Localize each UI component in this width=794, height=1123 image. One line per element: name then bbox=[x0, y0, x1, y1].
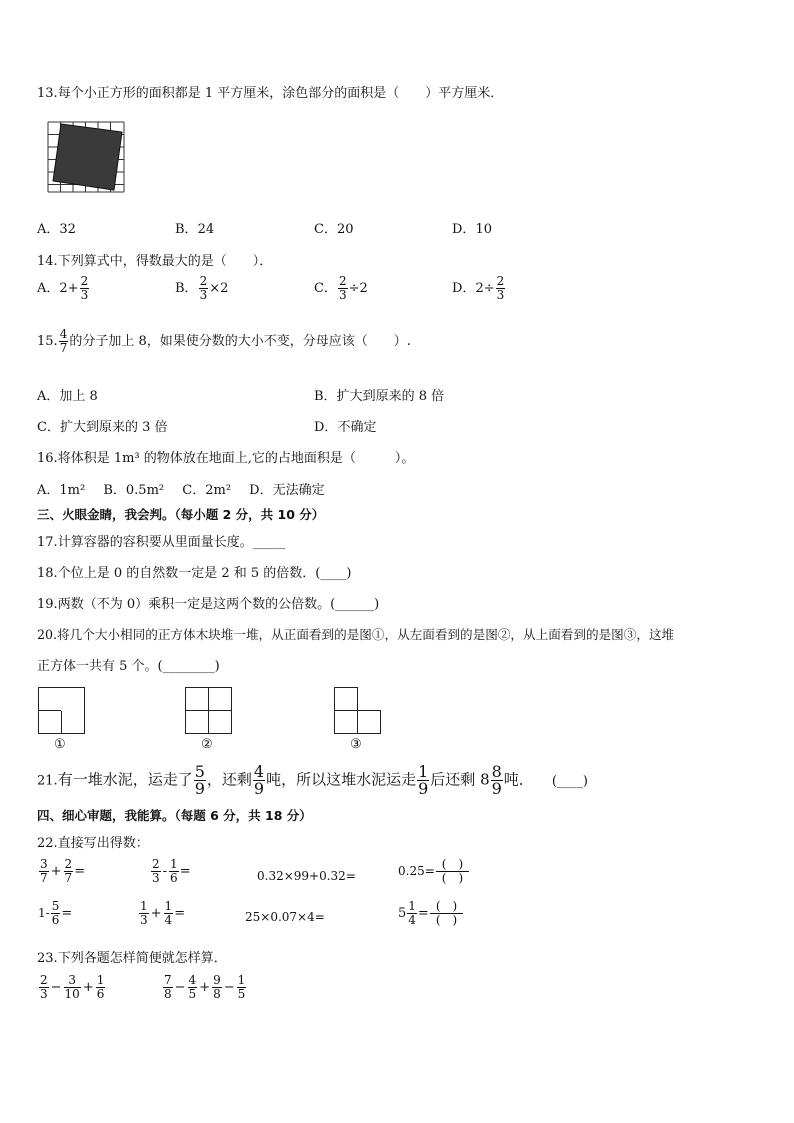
figure-label-1: ① bbox=[54, 737, 66, 752]
question-number: 15. bbox=[37, 334, 58, 349]
answer-fraction[interactable]: $\frac{( )}{( )}$ bbox=[430, 900, 463, 927]
q13-stem bbox=[37, 82, 503, 101]
section-3-heading: 三、火眼金睛，我会判。（每小题 2 分，共 10 分） bbox=[37, 507, 325, 522]
question-text: 的分子加上 8，如果使分数的大小不变，分母应该（ ）. bbox=[69, 334, 411, 349]
q15-stem bbox=[37, 328, 411, 355]
answer-blank[interactable]: (____) bbox=[315, 566, 352, 581]
q16-stem bbox=[37, 447, 414, 466]
q14-option-d[interactable]: D．2÷ $\frac{2}{3}$ bbox=[452, 274, 505, 302]
q19: 19.两数（不为 0）乘积一定是这两个数的公倍数。(______) bbox=[37, 597, 380, 612]
question-text: 将体积是 1m³ 的物体放在地面上,它的占地面积是（ ）。 bbox=[57, 451, 415, 466]
question-number: 13. bbox=[37, 86, 58, 101]
q14-option-c[interactable]: C． $\frac{2}{3}$ ÷2 bbox=[314, 274, 368, 302]
answer-blank[interactable]: (____) bbox=[551, 773, 588, 789]
fraction: $\frac{1}{9}$ bbox=[418, 762, 429, 798]
q23-stem: 23.下列各题怎样简便就怎样算． bbox=[37, 951, 227, 966]
front-view-figure bbox=[38, 687, 85, 734]
q14-stem bbox=[37, 250, 272, 269]
question-number: 14. bbox=[37, 254, 58, 269]
q22-expr-3: 0.32×99+0.32= bbox=[257, 869, 356, 883]
question-number: 16. bbox=[37, 451, 58, 466]
answer-blank[interactable]: (______) bbox=[330, 597, 380, 612]
fraction: $\frac{5}{9}$ bbox=[194, 762, 205, 798]
q22-expr-4: 0.25= $\frac{( )}{( )}$ bbox=[398, 858, 470, 885]
grid-square-figure bbox=[46, 120, 126, 194]
figure-label-2: ② bbox=[201, 737, 213, 752]
q22-expr-5: 1- $\frac{5}{6}$ = bbox=[38, 899, 73, 927]
q16-option-d[interactable]: D．无法确定 bbox=[249, 483, 325, 498]
fraction: $\frac{8}{9}$ bbox=[491, 762, 502, 798]
fraction: $\frac{4}{7}$ bbox=[59, 327, 68, 355]
q15-option-a[interactable]: A．加上 8 bbox=[37, 389, 98, 404]
q22-stem: 22.直接写出得数： bbox=[37, 836, 149, 851]
q23-expr-1: $\frac{2}{3}$ − $\frac{3}{10}$ + $\frac{1}{6}$ bbox=[40, 973, 105, 1001]
left-view-figure bbox=[185, 687, 232, 734]
figure-label-3: ③ bbox=[350, 737, 362, 752]
q22-expr-6: $\frac{1}{3}$ + $\frac{1}{4}$ = bbox=[140, 899, 186, 927]
q20-line1: 20.将几个大小相同的正方体木块堆一堆，从正面看到的是图①，从左面看到的是图②，从上面看到的是图③，这堆 bbox=[37, 627, 675, 642]
q18: 18.个位上是 0 的自然数一定是 2 和 5 的倍数．(____) bbox=[37, 566, 352, 581]
q15-option-c[interactable]: C．扩大到原来的 3 倍 bbox=[37, 420, 168, 435]
top-view-figure bbox=[334, 687, 381, 734]
q23-expr-2: $\frac{7}{8}$ − $\frac{4}{5}$ + $\frac{9}{8}$ − $\frac{1}{5}$ bbox=[164, 973, 246, 1001]
q17: 17.计算容器的容积要从里面量长度。_____ bbox=[37, 535, 286, 550]
q14-option-a[interactable]: A．2+ $\frac{2}{3}$ bbox=[37, 274, 89, 302]
answer-blank[interactable]: (________) bbox=[157, 659, 220, 674]
section-4-heading: 四、细心审题，我能算。（每题 6 分，共 18 分） bbox=[37, 808, 312, 823]
shaded-square bbox=[53, 124, 122, 190]
q16-option-b[interactable]: B．0.5m² bbox=[103, 483, 165, 498]
q16-options bbox=[37, 479, 325, 498]
answer-blank[interactable]: _____ bbox=[252, 535, 286, 550]
fraction: $\frac{2}{3}$ bbox=[338, 274, 347, 302]
q20-line2: 正方体一共有 5 个。(________) bbox=[37, 659, 220, 674]
q13-option-a[interactable]: A．32 bbox=[37, 222, 76, 237]
q22-expr-1: $\frac{3}{7}$ + $\frac{2}{7}$ = bbox=[40, 857, 86, 885]
answer-fraction[interactable]: $\frac{( )}{( )}$ bbox=[436, 858, 469, 885]
fraction: $\frac{2}{3}$ bbox=[80, 274, 89, 302]
q21: 21.有一堆水泥，运走了 $\frac{5}{9}$ ，还剩 $\frac{4}{9}$ 吨，所以这堆水泥运走 $\frac{1}{9}$ 后还剩 8 $\frac{8}{9}$ 吨． (____) bbox=[37, 762, 588, 798]
fraction: $\frac{2}{3}$ bbox=[199, 274, 208, 302]
question-text: 每个小正方形的面积都是 1 平方厘米，涂色部分的面积是（ ）平方厘米． bbox=[57, 86, 504, 101]
q13-option-d[interactable]: D．10 bbox=[452, 222, 492, 237]
q22-expr-2: $\frac{2}{3}$ - $\frac{1}{6}$ = bbox=[152, 857, 191, 885]
q15-option-b[interactable]: B．扩大到原来的 8 倍 bbox=[314, 389, 445, 404]
question-text: 下列算式中，得数最大的是（ ）． bbox=[57, 254, 273, 269]
fraction: $\frac{2}{3}$ bbox=[496, 274, 505, 302]
fraction: $\frac{4}{9}$ bbox=[253, 762, 265, 798]
q16-option-c[interactable]: C．2m² bbox=[182, 483, 232, 498]
q13-option-c[interactable]: C．20 bbox=[314, 222, 354, 237]
q16-option-a[interactable]: A．1m² bbox=[37, 483, 86, 498]
q22-expr-8: 5 $\frac{1}{4}$ = $\frac{( )}{( )}$ bbox=[398, 900, 464, 927]
q15-option-d[interactable]: D．不确定 bbox=[314, 420, 377, 435]
q13-option-b[interactable]: B．24 bbox=[175, 222, 215, 237]
q22-expr-7: 25×0.07×4= bbox=[245, 910, 325, 924]
q14-option-b[interactable]: B． $\frac{2}{3}$ ×2 bbox=[175, 274, 229, 302]
